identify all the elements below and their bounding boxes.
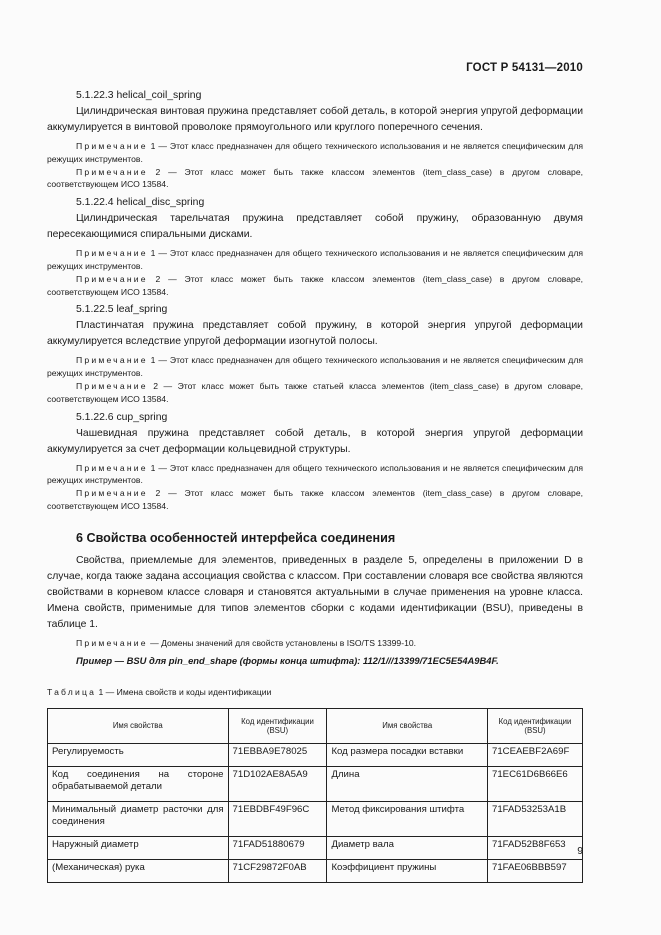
paragraph: Пластинчатая пружина представляет собой пружину, в которой энергия упругой деформации аккумулируется вследствие упругой деформации изогнутой полосы. bbox=[47, 320, 583, 348]
paragraph: Цилиндрическая тарельчатая пружина представляет собой пружину, образованную двумя пересекающимися спиральными дисками. bbox=[47, 213, 583, 241]
section-title: 6 Свойства особенностей интерфейса соединения bbox=[76, 530, 396, 545]
table-caption-label: Таблица bbox=[47, 686, 97, 697]
note-label: Примечание bbox=[76, 248, 148, 259]
table-cell: 71FAD52B8F653 bbox=[488, 836, 583, 859]
subsection-heading: 5.1.22.4 helical_disc_spring bbox=[76, 197, 205, 209]
table-row bbox=[48, 743, 583, 766]
table-cell: 71D102AE8A5A9 bbox=[228, 766, 327, 801]
table-cell: 71CF29872F0AB bbox=[228, 859, 327, 882]
note-label: Примечание bbox=[76, 637, 148, 648]
table-cell: Наружный диаметр bbox=[48, 836, 229, 859]
note-label: Примечание bbox=[76, 166, 148, 177]
note-text: 2 — Этот класс может быть также классом элементов (item_class_case) в другом словаре, соответствующем ИСО 13584. bbox=[47, 273, 583, 297]
table-cell: 71FAD51880679 bbox=[228, 836, 327, 859]
note-text: 1 — Этот класс предназначен для общего технического использования и не является специфическим для режущих инструментов. bbox=[47, 248, 583, 271]
properties-table bbox=[47, 708, 583, 883]
table-cell: 71EBDBF49F96C bbox=[228, 801, 327, 836]
note bbox=[47, 247, 583, 273]
subsection-heading: 5.1.22.5 leaf_spring bbox=[76, 304, 168, 316]
subsection-heading: 5.1.22.6 cup_spring bbox=[76, 411, 168, 423]
note bbox=[47, 166, 583, 192]
table-cell: Код размера посадки вставки bbox=[327, 743, 488, 766]
table-caption-text: 1 — Имена свойств и коды идентификации bbox=[96, 686, 272, 697]
subsection-heading: 5.1.22.3 helical_coil_spring bbox=[76, 90, 202, 101]
table-row bbox=[48, 801, 583, 836]
note-text: 2 — Этот класс может быть также статьей класса элементов (item_class_case) в другом словаре, соответствующем ИСО 13584. bbox=[47, 380, 583, 404]
table-caption bbox=[47, 686, 583, 698]
table-header-cell: Имя свойства bbox=[327, 708, 488, 743]
note-text: 2 — Этот класс может быть также классом элементов (item_class_case) в другом словаре, соответствующем ИСО 13584. bbox=[47, 488, 583, 511]
note bbox=[47, 487, 583, 513]
note-label: Примечание bbox=[76, 273, 148, 284]
table-row bbox=[48, 859, 583, 882]
table-cell: Диаметр вала bbox=[327, 836, 488, 859]
table-cell: 71CEAEBF2A69F bbox=[488, 743, 583, 766]
table-cell: Регулируемость bbox=[48, 743, 229, 766]
note-text: 1 — Этот класс предназначен для общего технического использования и не является специфическим для режущих инструментов. bbox=[47, 462, 583, 486]
note bbox=[47, 354, 583, 380]
note bbox=[47, 462, 583, 488]
paragraph: Цилиндрическая винтовая пружина представляет собой деталь, в которой энергия упругой деформации аккумулируется в винтовой проволоке прямоугольного или круглого поперечного сечения. bbox=[47, 106, 583, 133]
note-text: — Домены значений для свойств установлены в ISO/TS 13399-10. bbox=[147, 637, 417, 648]
note bbox=[47, 380, 583, 406]
document-body bbox=[47, 88, 583, 883]
table-cell: 71EBBA9E78025 bbox=[228, 743, 327, 766]
example-text: Пример — BSU для pin_end_shape (формы конца штифта): 112/1///13399/71EC5E54A9B4F. bbox=[76, 654, 499, 666]
table-header-cell: Имя свойства bbox=[48, 708, 229, 743]
table-cell: 71FAE06BBB597 bbox=[488, 859, 583, 882]
note bbox=[47, 140, 583, 166]
note-label: Примечание bbox=[76, 488, 148, 499]
table-header-cell: Код идентификации (BSU) bbox=[488, 708, 583, 743]
note-text: 2 — Этот класс может быть также классом элементов (item_class_case) в другом словаре, соответствующем ИСО 13584. bbox=[47, 166, 583, 190]
note-text: 1 — Этот класс предназначен для общего технического использования и не является специфическим для режущих инструментов. bbox=[47, 141, 583, 164]
table-header-cell: Код идентификации (BSU) bbox=[228, 708, 327, 743]
note-label: Примечание bbox=[76, 141, 148, 151]
page-number: 9 bbox=[577, 846, 583, 857]
table-row bbox=[48, 766, 583, 801]
table-row bbox=[48, 836, 583, 859]
table-cell: Длина bbox=[327, 766, 488, 801]
note-label: Примечание bbox=[76, 462, 148, 473]
table-cell: Метод фиксирования штифта bbox=[327, 801, 488, 836]
note bbox=[47, 637, 583, 650]
table-cell: Коэффициент пружины bbox=[327, 859, 488, 882]
note-label: Примечание bbox=[76, 380, 148, 391]
table-cell: 71FAD53253A1B bbox=[488, 801, 583, 836]
standard-number: ГОСТ Р 54131—2010 bbox=[466, 62, 583, 74]
note bbox=[47, 273, 583, 299]
note-text: 1 — Этот класс предназначен для общего технического использования и не является специфическим для режущих инструментов. bbox=[47, 355, 583, 379]
paragraph: Чашевидная пружина представляет собой деталь, в которой энергия упругой деформации аккумулируется за счет деформации кольцевидной структуры. bbox=[47, 427, 583, 455]
paragraph: Свойства, приемлемые для элементов, приведенных в разделе 5, определены в приложении D в случае, когда также задана ассоциация свойства с классом. При составлении словаря все свойства являются свойствами в корневом классе словаря и становятся актуальными в случае применения на уровне класса. Имена свойств, применимые для типов элементов сборки с кодами идентификации (BSU), приведены в таблице 1. bbox=[47, 554, 583, 630]
table-cell: Минимальный диаметр расточки для соединения bbox=[48, 801, 229, 836]
note-label: Примечание bbox=[76, 355, 148, 366]
table-cell: (Механическая) рука bbox=[48, 859, 229, 882]
table-header-row bbox=[48, 708, 583, 743]
table-cell: 71EC61D6B66E6 bbox=[488, 766, 583, 801]
table-cell: Код соединения на стороне обрабатываемой детали bbox=[48, 766, 229, 801]
